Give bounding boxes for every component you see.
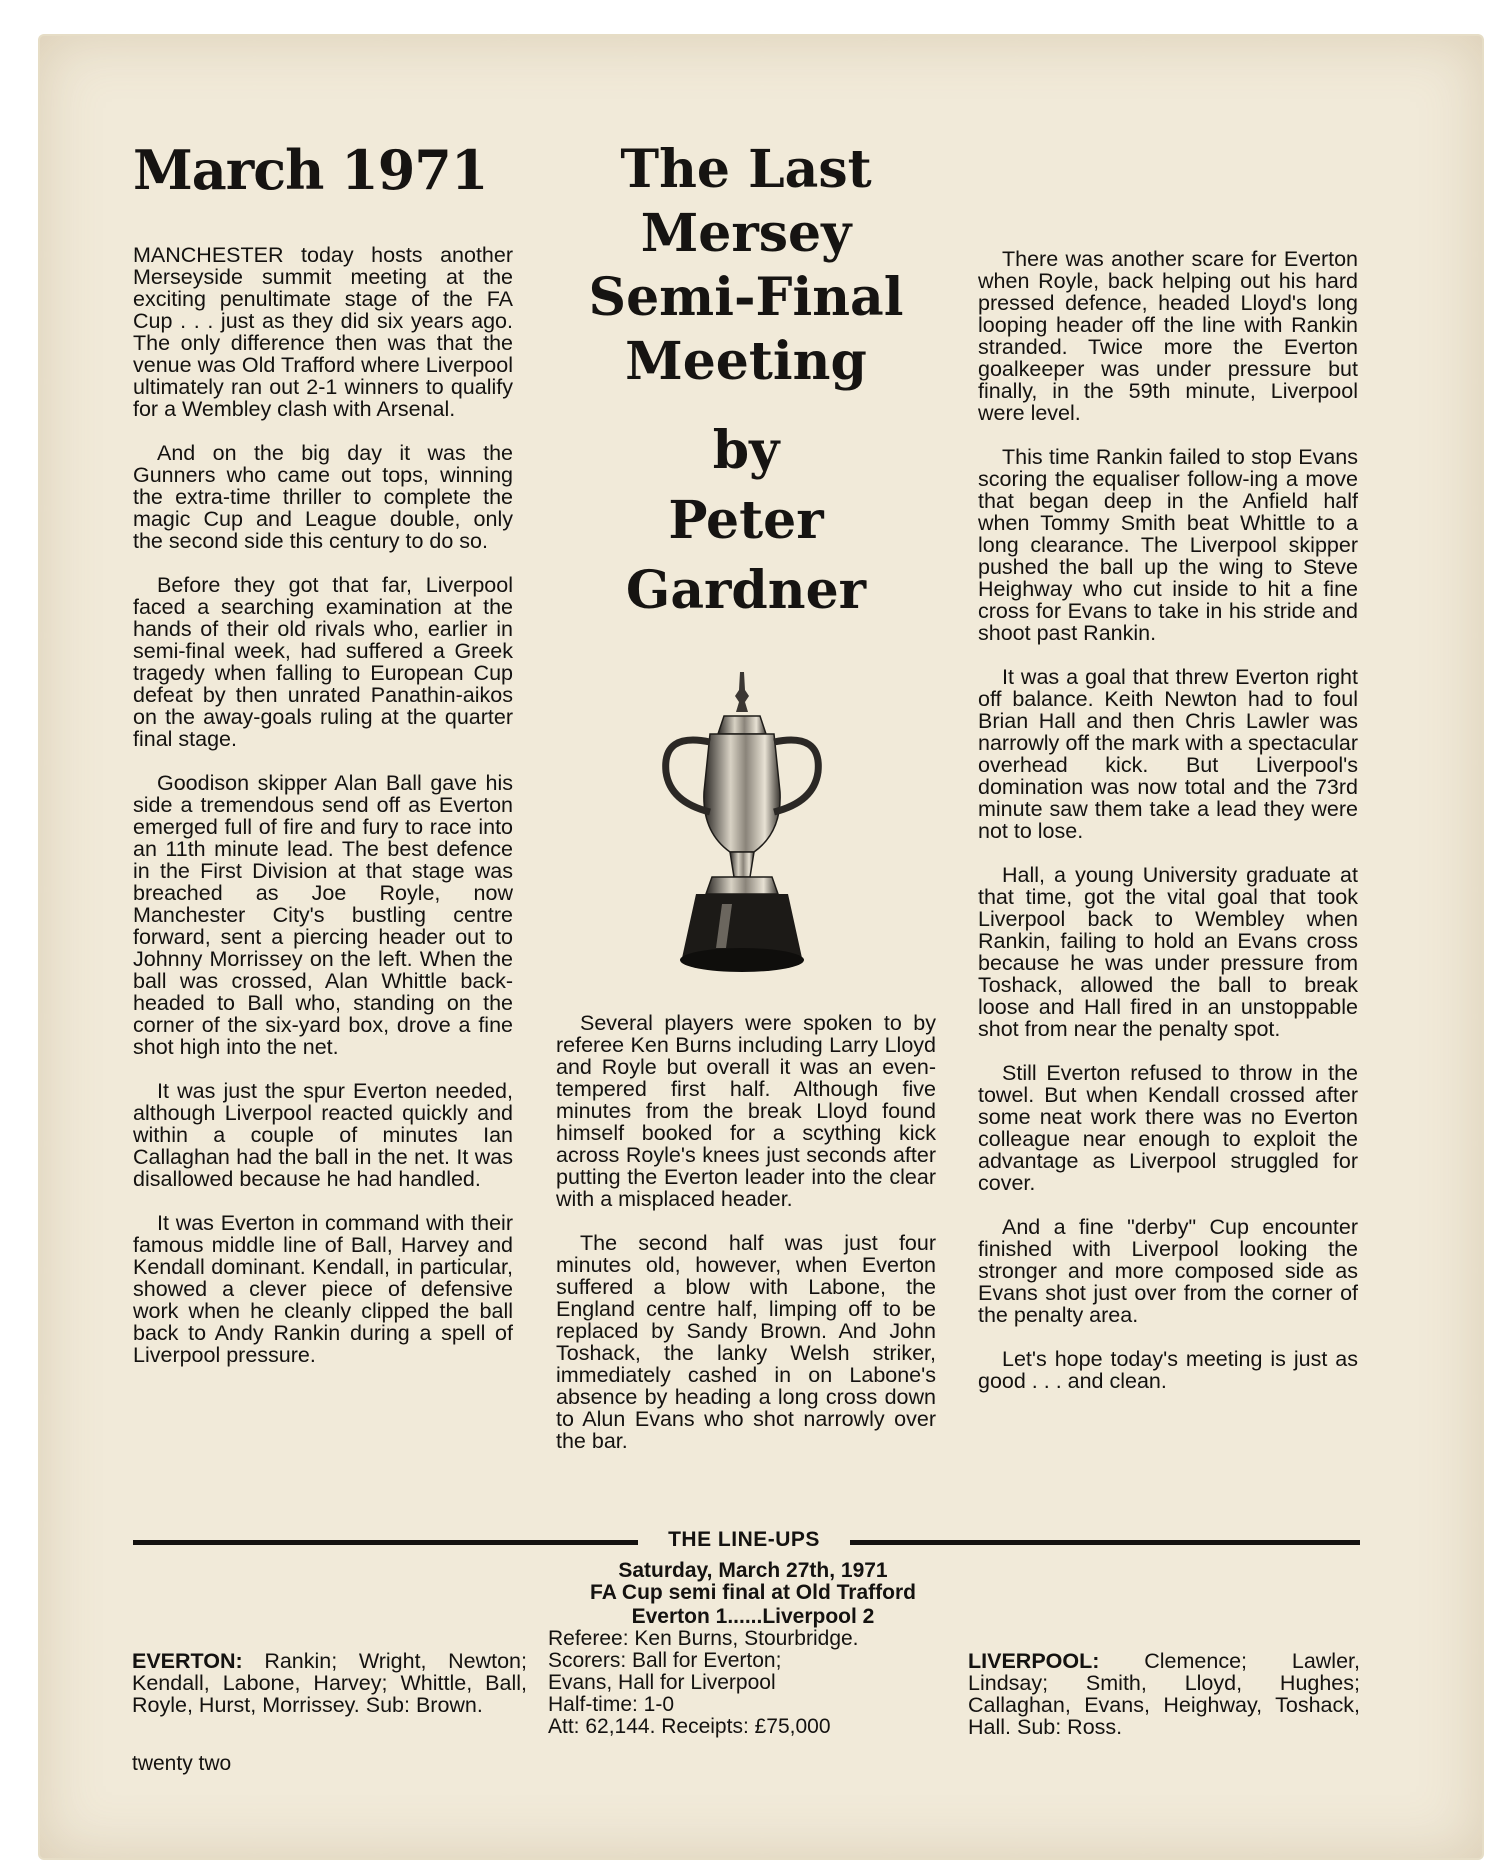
byline	[556, 416, 936, 626]
fa-cup-trophy-icon	[652, 672, 832, 982]
title-line: Meeting	[625, 331, 867, 392]
paragraph: Several players were spoken to by referee Ken Burns including Larry Lloyd and Royle but overall it was an even-tempered first half. Although five minutes from the break Lloyd found himself booked for a scything kick across Royle's knees just seconds after putting the Everton leader into the clear with a misplaced header.	[556, 1011, 936, 1211]
byline-line: Peter	[668, 490, 824, 551]
half-time: Half-time: 1-0	[548, 1693, 675, 1716]
paragraph: There was another scare for Everton when Royle, back helping out his hard pressed defence, headed Lloyd's long looping header off the line with Rankin stranded. Twice more the Everton goalkeeper was under pressure but finally, in the 59th minute, Liverpool were level.	[978, 247, 1358, 425]
paragraph: Hall, a young University graduate at that time, got the vital goal that took Liverpool back to Wembley when Rankin, failing to hold an Evans cross because he was under pressure from Toshack, allowed the ball to break loose and Hall fired in an unstoppable shot from near the penalty spot.	[978, 863, 1358, 1041]
match-date: Saturday, March 27th, 1971	[618, 1559, 888, 1582]
title-line: The Last	[620, 139, 872, 200]
article-title	[556, 138, 936, 626]
title-line: Semi-Final	[588, 267, 904, 328]
paragraph: And on the big day it was the Gunners who came out tops, winning the extra-time thriller to complete the magic Cup and League double, only the second side this century to do so.	[133, 441, 513, 553]
match-score: Everton 1......Liverpool 2	[631, 1605, 875, 1628]
paragraph: MANCHESTER today hosts another Merseyside summit meeting at the exciting penultimate stage of the FA Cup . . . just as they did six years ago. The only difference then was that the venue was Old Trafford where Liverpool ultimately ran out 2-1 winners to qualify for a Wembley clash with Arsenal.	[133, 243, 513, 421]
byline-line: by	[712, 420, 780, 481]
title-line: Mersey	[640, 203, 852, 264]
scorers: Evans, Hall for Liverpool	[548, 1671, 776, 1694]
team-players: Clemence; Lawler, Lindsay; Smith, Lloyd, Hughes; Callaghan, Evans, Heighway, Toshack, Hall. Sub: Ross.	[968, 1649, 1360, 1739]
scorers: Scorers: Ball for Everton;	[548, 1649, 782, 1672]
team-label: EVERTON:	[132, 1649, 243, 1673]
paragraph: And a fine "derby" Cup encounter finished with Liverpool looking the stronger and more composed side as Evans shot just over from the corner of the penalty area.	[978, 1215, 1358, 1327]
lineups-divider-right	[850, 1540, 1360, 1545]
liverpool-lineup	[968, 1650, 1360, 1738]
match-details	[548, 1560, 958, 1738]
page-number: twenty two	[132, 1752, 232, 1775]
paragraph: The second half was just four minutes old, however, when Everton suffered a blow with Labone, the England centre half, limping off to be replaced by Sandy Brown. And John Toshack, the lanky Welsh striker, immediately cashed in on Labone's absence by heading a long cross down to Alun Evans who shot narrowly over the bar.	[556, 1231, 936, 1453]
lineups-divider-left	[133, 1540, 638, 1545]
middle-column	[556, 1012, 936, 1474]
paragraph: Let's hope today's meeting is just as good . . . and clean.	[978, 1347, 1358, 1393]
paragraph: Goodison skipper Alan Ball gave his side a tremendous send off as Everton emerged full of fire and fury to race into an 11th minute lead. The best defence in the First Division at that stage was breached as Joe Royle, now Manchester City's bustling centre forward, sent a piercing header out to Johnny Morrissey on the left. When the ball was crossed, Alan Whittle back-headed to Ball who, standing on the corner of the six-yard box, drove a fine shot high into the net.	[133, 771, 513, 1059]
referee: Referee: Ken Burns, Stourbridge.	[548, 1627, 859, 1650]
paragraph: It was a goal that threw Everton right off balance. Keith Newton had to foul Brian Hall and then Chris Lawler was narrowly off the mark with a spectacular overhead kick. But Liverpool's domination was now total and the 73rd minute saw them take a lead they were not to lose.	[978, 665, 1358, 843]
team-players: Rankin; Wright, Newton; Kendall, Labone, Harvey; Whittle, Ball, Royle, Hurst, Morrissey. Sub: Brown.	[132, 1649, 527, 1717]
lineups-title: THE LINE-UPS	[668, 1528, 820, 1551]
right-column	[978, 248, 1358, 1414]
match-venue: FA Cup semi final at Old Trafford	[590, 1581, 916, 1604]
everton-lineup	[132, 1650, 527, 1716]
paragraph: It was just the spur Everton needed, although Liverpool reacted quickly and within a couple of minutes Ian Callaghan had the ball in the net. It was disallowed because he had handled.	[133, 1079, 513, 1191]
paragraph: It was Everton in command with their famous middle line of Ball, Harvey and Kendall dominant. Kendall, in particular, showed a clever piece of defensive work when he cleanly clipped the ball back to Andy Rankin during a spell of Liverpool pressure.	[133, 1211, 513, 1367]
attendance: Att: 62,144. Receipts: £75,000	[548, 1715, 831, 1738]
left-column	[133, 244, 513, 1388]
paragraph: This time Rankin failed to stop Evans scoring the equaliser follow-ing a move that began deep in the Anfield half when Tommy Smith beat Whittle to a long clearance. The Liverpool skipper pushed the ball up the wing to Steve Heighway who cut inside to hit a fine cross for Evans to take in his stride and shoot past Rankin.	[978, 445, 1358, 645]
byline-line: Gardner	[625, 560, 867, 621]
paragraph: Still Everton refused to throw in the towel. But when Kendall crossed after some neat work there was no Everton colleague near enough to exploit the advantage as Liverpool struggled for cover.	[978, 1061, 1358, 1195]
team-label: LIVERPOOL:	[968, 1649, 1100, 1673]
paragraph: Before they got that far, Liverpool faced a searching examination at the hands of their old rivals who, earlier in semi-final week, had suffered a Greek tragedy when falling to European Cup defeat by then unrated Panathin-aikos on the away-goals ruling at the quarter final stage.	[133, 573, 513, 751]
headline: March 1971	[133, 138, 488, 202]
